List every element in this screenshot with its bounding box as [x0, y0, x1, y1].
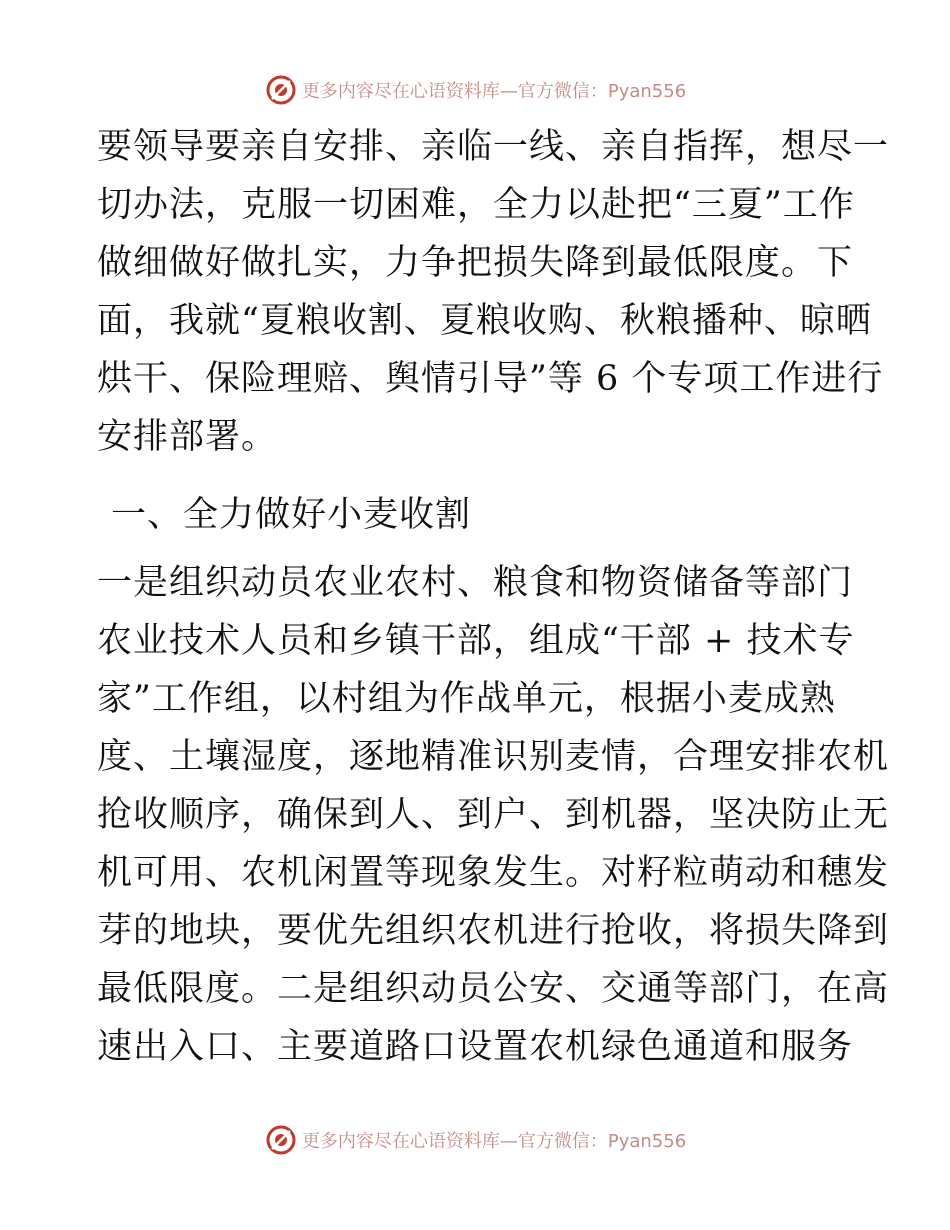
- logo-icon: [264, 1123, 298, 1157]
- footer-watermark-text: 更多内容尽在心语资料库—官方微信：Pyan556: [301, 1131, 687, 1152]
- text-line: 切办法，克服一切困难，全力以赴把“三夏”工作: [97, 185, 855, 225]
- text-line: 机可用、农机闲置等现象发生。对籽粒萌动和穗发: [97, 853, 890, 893]
- text-line: 抢收顺序，确保到人、到户、到机器，坚决防止无: [97, 795, 890, 835]
- logo-icon: [264, 73, 298, 107]
- text-line: 家”工作组，以村组为作战单元，根据小麦成熟: [97, 679, 836, 719]
- text-line: 度、土壤湿度，逐地精准识别麦情，合理安排农机: [97, 737, 890, 777]
- text-line: 一是组织动员农业农村、粮食和物资储备等部门: [97, 563, 854, 603]
- text-line: 烘干、保险理赔、舆情引导”等 6 个专项工作进行: [97, 359, 884, 399]
- text-line: 做细做好做扎实，力争把损失降到最低限度。下: [97, 243, 854, 283]
- footer-watermark: [0, 1120, 950, 1160]
- text-line: 农业技术人员和乡镇干部，组成“干部 + 技术专: [97, 621, 855, 661]
- text-line: 安排部署。: [97, 417, 278, 457]
- section-heading: 一、全力做好小麦收割: [111, 495, 472, 535]
- document-body: [97, 118, 890, 1076]
- text-line: 速出入口、主要道路口设置农机绿色通道和服务: [97, 1027, 854, 1067]
- text-line: 面，我就“夏粮收割、夏粮收购、秋粮播种、晾晒: [97, 301, 872, 341]
- header-watermark-text: 更多内容尽在心语资料库—官方微信：Pyan556: [301, 81, 687, 102]
- text-line: 最低限度。二是组织动员公安、交通等部门，在高: [97, 969, 890, 1009]
- header-watermark: [0, 70, 950, 110]
- text-line: 芽的地块，要优先组织农机进行抢收，将损失降到: [97, 911, 890, 951]
- text-line: 要领导要亲自安排、亲临一线、亲自指挥，想尽一: [97, 127, 890, 167]
